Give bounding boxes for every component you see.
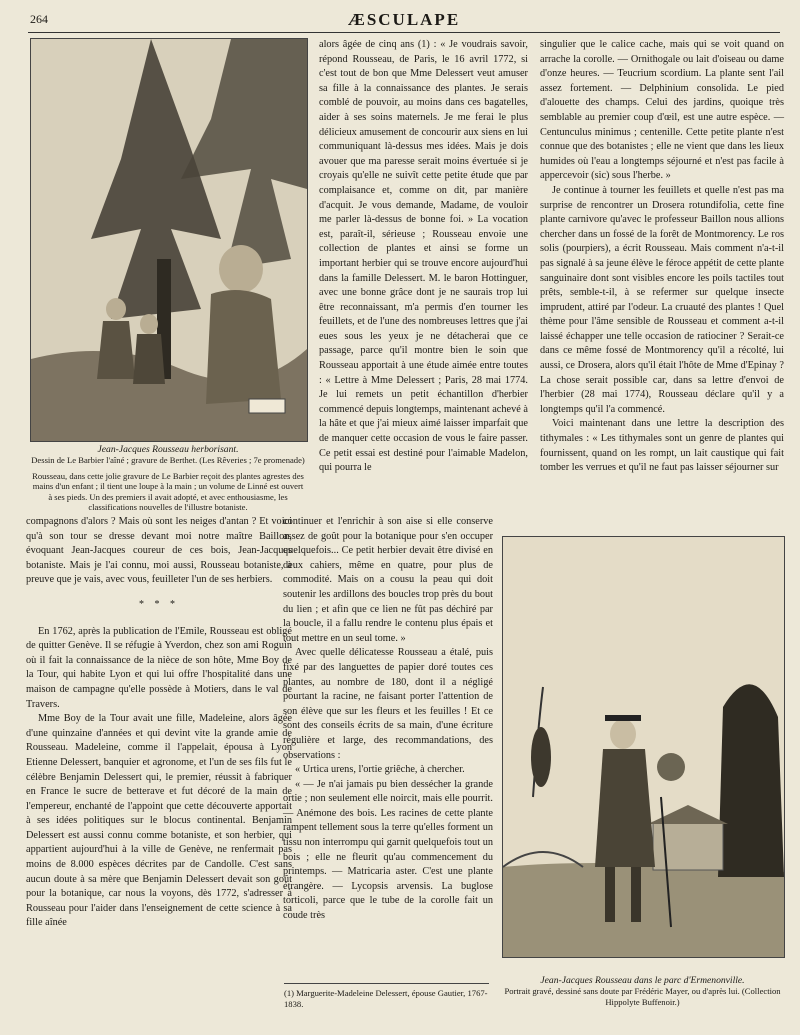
col2b-paragraph-3: « Urtica urens, l'ortie griêche, à chercher. xyxy=(295,764,465,776)
column-2-bottom xyxy=(283,515,493,924)
engraving-illustration xyxy=(31,39,307,441)
column-1 xyxy=(26,515,292,931)
footnote: (1) Marguerite-Madeleine Delessert, épouse Gautier, 1767-1838. xyxy=(284,983,489,1009)
figure1-description: Rousseau, dans cette jolie gravure de Le Barbier reçoit des plantes agrestes des mains d'un enfant ; il tient une loupe à la main ; un volume de Linné est ouvert à ses pieds. Un des premiers il avait adopté, et avec enthousiasme, les classifications nouvelles de l'illustre botaniste. xyxy=(32,470,304,513)
engraving-rousseau-herborizing xyxy=(30,38,308,442)
col3-paragraph-3: Voici maintenant dans une lettre la description des tithymales : « Les tithymales sont un genre de plantes qui fournissent, quand on les rompt, un lait caustique qui fait tomber les verrues et qu'il ne faut pas laisser séjourner sur xyxy=(540,418,784,474)
col3-paragraph-1: singulier que le calice cache, mais qui se voit quand on arrache la corolle. — Ornithogale ou lait d'oiseau ou dame d'onze heures. — Teucrium scordium. La plante sent l'ail assez fortement. — Delphinium consolida. Le pied d'alouette des champs. Celui des jardins, quoique très semblable au premier coup d'œil, est une autre espèce. — Centunculus minimus ; centenille. Cette petite plante n'est connue que des botanistes ; elle ne vient que dans les lieux humides où l'eau a longtemps séjourné et n'est pas facile à appercevoir (sic) sous l'herbe. » xyxy=(540,39,784,182)
col3-paragraph-2: Je continue à tourner les feuillets et quelle n'est pas ma surprise de rencontrer un Drosera rotundifolia, cette fine plante carnivore qu'avec le professeur Baillon nous allions chercher dans un fossé de la forêt de Montmorency. Le ros solis (pourpiers), a écrit Rousseau. Mais comment n'a-t-il pas signalé à sa jeune élève le féroce appétit de cette plante sanguinaire dont sont visibles encore les poils tactiles tout prêts, semble-t-il, à se refermer sur quelque insecte imprudent, attiré par l'odeur. La cruauté des plantes ! Quel thème pour l'âme sensible de Rousseau et comment a-t-il laissé échapper une telle occasion de ratiociner ? Serait-ce dans ce même fossé de Montmorency qu'il a récolté, lui aussi, ce Drosera, alors qu'il était l'hôte de Mme d'Epinay ? La chose serait possible car, dans sa lettre d'envoi de l'herbier (28 mai 1774), Rousseau déclare qu'il y a longtemps qu'il l'a commencé. xyxy=(540,184,784,415)
col2-paragraph-1: alors âgée de cinq ans (1) : « Je voudrais savoir, répond Rousseau, de Paris, le 16 avril 1772, si c'est tout de bon que Mme Delessert veut amuser sa fille à la connaissance des plantes. Je serais comblé de pouvoir, au moins dans ces bagatelles, aider à ses soins maternels. Je me ferai le plus délicieux amusement de concourir aux siens en lui communiquant là-dessus mes idées. Mais je dois avouer que ma paresse serait moins évertuée si je croyais qu'elle ne suivît cette petite étude que par complaisance et, comme on dit, par manière d'acquit. Je vous demande, Madame, de vouloir me parler là-dessus de bonne foi. » La vocation est, paraît-il, sérieuse ; Rousseau envoie une collection de plantes et ainsi se forme un important herbier qui se trouve encore aujourd'hui dans la famille Delessert. M. le baron Hottinguer, avec une bonne grâce dont je ne saurais trop lui être reconnaissant, m'a permis d'en tourner les feuillets, et de l'une des nombreuses lettres que j'ai eues sous les yeux je ne détacherai que ce passage, parce qu'il montre bien le soin que Rousseau apportait à une étude aimée entre toutes : « Lettre à Mme Delessert ; Paris, 28 mai 1774. Je lui remets un petit échantillon d'herbier commencé depuis longtemps, maintenant achevé à la hâte et que j'ai mieux aimé laisser imparfait que de manquer cette occasion de vous le faire passer. Ce petit essai est destiné pour l'aimable Madelon, qui pourra le xyxy=(319,39,528,474)
figure2-caption xyxy=(500,976,785,1007)
figure2-credit: Portrait gravé, dessiné sans doute par Frédéric Mayer, ou d'après lui. (Collection Hippolyte Buffenoir.) xyxy=(504,986,781,1007)
col1-paragraph-2: En 1762, après la publication de l'Emile, Rousseau est obligé de quitter Genève. Il se réfugie à Yverdon, chez son ami Roguin où il fait la connaissance de la nièce de son hôte, Mme Boy de la Tour, qui habite Lyon et qui lui offre l'hospitalité dans une maison de campagne qu'elle possède à Motiers, dans le val de Travers. xyxy=(26,625,292,710)
figure1-caption xyxy=(30,445,306,512)
running-header xyxy=(28,10,780,33)
col2b-paragraph-2: Avec quelle délicatesse Rousseau a étalé, puis fixé par des languettes de papier doré toutes ces plantes, au nombre de 180, dont il a négligé pourtant la racine, ne faisant porter l'attention de son élève que sur les fleurs et les feuilles ! Et ce sont des conseils écrits de sa main, d'une écriture régulière et large, des recommandations, des observations : xyxy=(283,647,493,761)
section-separator: * * * xyxy=(139,598,179,610)
column-3 xyxy=(540,38,784,476)
portrait-illustration xyxy=(503,537,784,957)
figure1-credit: Dessin de Le Barbier l'aîné ; gravure de Berthet. (Les Rêveries ; 7e promenade) xyxy=(31,455,305,466)
col2b-paragraph-1: continuer et l'enrichir à son aise si elle conserve assez de goût pour la botanique pour s'en occuper quelquefois... Ce petit herbier devait être divisé en deux cahiers, même en quatre, pour plus de commodité. Mais on a cousu la peau qui doit soutenir les ardillons des boucles trop près du bout du lien ; et afin que ce lien ne fût pas déchiré par la boucle, il a fallu rendre le contenu plus épais et tout mettre en un seul tome. » xyxy=(283,516,493,644)
figure2-title: Jean-Jacques Rousseau dans le parc d'Ermenonville. xyxy=(540,975,745,986)
col2b-paragraph-4: « — Je n'ai jamais pu bien dessécher la grande ortie ; non seulement elle noircit, mais elle pourrit. — Anémone des bois. Les racines de cette plante rampent tellement sous la terre qu'elles forment un tissu non interrompu qui garnit quelquefois tout un bois ; elle ne fleurit qu'au commencement du printemps. — Matricaria aster. C'est une plante étrangère. — Lycopsis arvensis. La buglose torticoli, parce que le tube de la corolle fait un coude très xyxy=(283,778,493,922)
page-number: 264 xyxy=(30,12,48,26)
figure1-title: Jean-Jacques Rousseau herborisant. xyxy=(97,444,239,455)
column-2-top xyxy=(319,38,528,476)
journal-title: ÆSCULAPE xyxy=(347,10,461,29)
engraving-rousseau-ermenonville xyxy=(502,536,785,958)
col1-paragraph-1: compagnons d'alors ? Mais où sont les neiges d'antan ? Et voici qu'à son tour se dresse devant moi notre maître Baillon, évoquant Jean-Jacques coureur de ces bois, Jean-Jacques botaniste. Mais je l'ai connu, moi aussi, Rousseau botaniste, à preuve que je vais, avec vous, feuilleter l'un de ses herbiers. xyxy=(26,516,292,586)
col1-paragraph-3: Mme Boy de la Tour avait une fille, Madeleine, alors âgée d'une quinzaine d'années et qui devint vite la grande amie de Rousseau. Madeleine, comme il l'appelait, épousa à Lyon Etienne Delessert, banquier et agronome, et l'un de ses fils fut le célèbre Benjamin Delessert qui, le premier, réussit à fabriquer en France le sucre de betterave et fut décoré de la main de l'empereur, enchanté de l'appoint que cette découverte apportait à ses idées politiques sur le blocus continental. Benjamin Delessert est aussi connu comme botaniste, et son herbier, qui appartient aujourd'hui à la ville de Genève, ne renfermait pas moins de 8.000 espèces décrites par de Candolle. C'est sans aucun doute à sa mère que Benjamin Delessert devait son goût pour la botanique, car nous la voyons, dès 1772, s'adresser à Rousseau pour l'aider dans l'enseignement de cette science à sa fille aînée xyxy=(26,713,292,929)
